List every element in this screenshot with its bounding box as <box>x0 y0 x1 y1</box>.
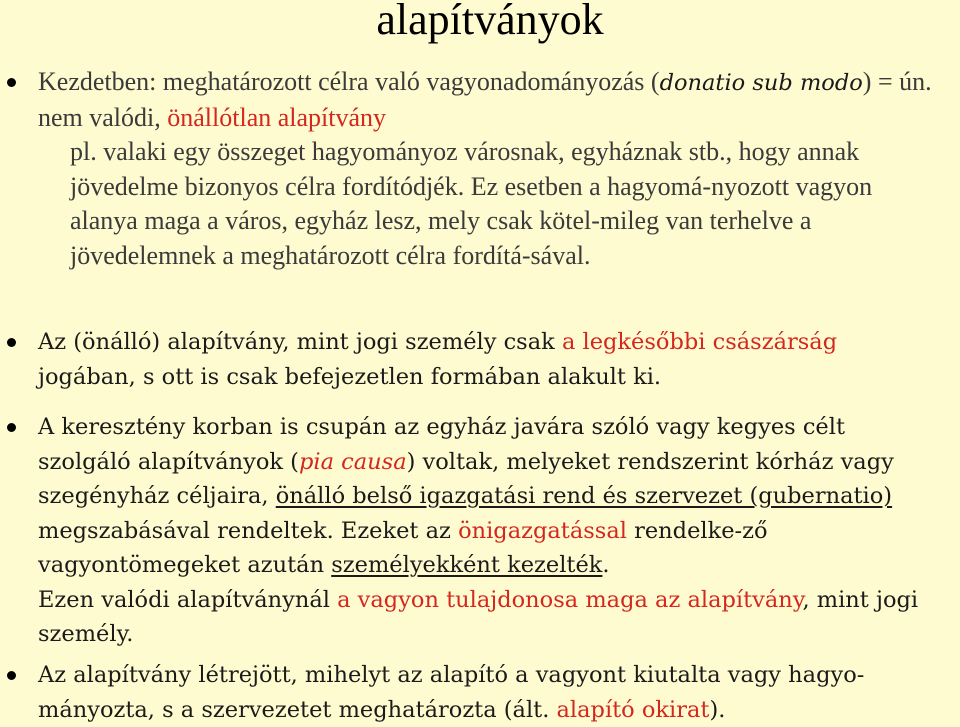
text-span: rendelke-ző vagyontömegeket azután <box>38 517 768 578</box>
bullet-donatio-line <box>38 65 938 135</box>
text-span: ) = ún. nem valódi, <box>38 67 932 132</box>
highlight-alapito-okirat: alapító okirat <box>556 696 710 723</box>
bullet-donatio-example: pl. valaki egy összeget hagyományoz városnak, egyháznak stb., hogy annak jövedelme bizonyos célra fordítódjék. Ez esetben a hagyomá-nyozott vagyon alanya maga a város, egyház lesz, mely csak kötel-mileg van terhelve a jövedelemnek a meghatározott célra fordítá-sával. <box>70 137 873 270</box>
text-span: Kezdetben: meghatározott célra való vagyonadományozás ( <box>38 67 660 96</box>
bullet-onallo-alapitvany <box>38 325 938 394</box>
underlined-szemelyek: személyekként kezelték <box>331 552 603 578</box>
latin-term-donatio: donatio sub modo <box>659 70 863 96</box>
text-span: megszabásával rendeltek. Ezeket az <box>38 517 459 544</box>
bullet-dot-icon <box>7 338 16 347</box>
text-span: ). <box>709 696 726 723</box>
text-span: Az alapítvány létrejött, mihelyt az alapító a vagyont kiutalta vagy hagyo-mányozta, s a szervezetet meghatározta (ált. <box>38 662 865 723</box>
text-span: jogában, s ott is csak befejezetlen formában alakult ki. <box>38 363 662 390</box>
underlined-igazgatasi-rend: önálló belső igazgatási rend és szervezet (gubernatio) <box>275 483 893 509</box>
text-span: Ezen valódi alapítványnál <box>38 586 338 613</box>
text-span: . <box>602 552 610 578</box>
highlight-csaszarsag: a legkésőbbi császárság <box>561 329 838 355</box>
text-span: Az (önálló) alapítvány, mint jogi személy csak <box>38 329 562 355</box>
bullet-donatio <box>38 65 938 273</box>
bullet-dot-icon <box>7 671 16 680</box>
bullet-kereszteny-kor <box>38 410 938 652</box>
bullet-dot-icon <box>7 423 16 432</box>
text-span: ) voltak, melyeket rendszerint kórház vagy szegényház céljaira, <box>38 448 894 509</box>
text-span: A keresztény korban is csupán az egyház javára szóló vagy kegyes célt szolgáló alapítványok ( <box>38 414 845 475</box>
text-span: , mint jogi személy. <box>38 586 919 647</box>
slide-title: alapítványok <box>376 0 604 44</box>
bullet-letrejott <box>38 658 938 727</box>
highlight-onigazgatas: önigazgatással <box>458 517 627 544</box>
latin-term-pia-causa: pia causa <box>298 448 407 475</box>
bullet-dot-icon <box>7 78 16 87</box>
highlight-vagyon-tulajdonosa: a vagyon tulajdonosa maga az alapítvány <box>337 586 803 613</box>
highlight-onallotlan: önállótlan alapítvány <box>167 102 387 132</box>
